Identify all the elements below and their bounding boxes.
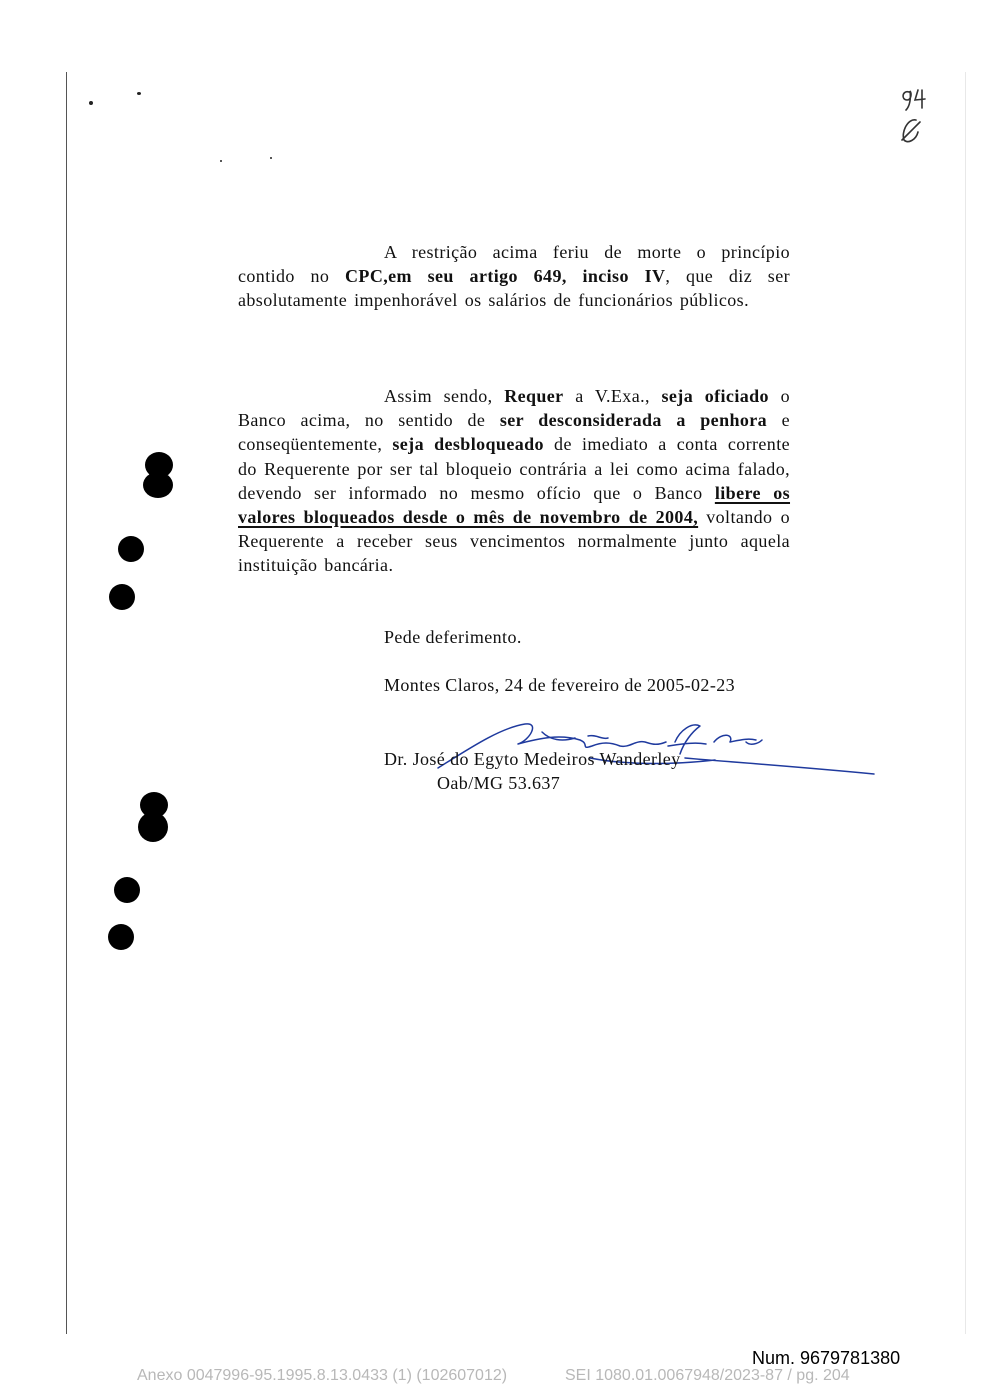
punch-hole xyxy=(108,924,134,950)
paragraph-bold-text: CPC,em seu artigo 649, inciso IV xyxy=(345,266,666,287)
scan-speck xyxy=(137,92,141,95)
scan-speck xyxy=(89,101,93,105)
paragraph-request xyxy=(238,384,790,578)
paragraph-text: Assim sendo, xyxy=(384,386,505,406)
paragraph-restriction xyxy=(238,240,790,313)
paragraph-text: , que diz ser absolutamente impenhorável os salários de funcionários públicos. xyxy=(238,266,791,311)
annex-reference: Anexo 0047996-95.1995.8.13.0433 (1) (102607012) xyxy=(137,1367,508,1384)
punch-hole xyxy=(118,536,144,562)
sheet-right-edge xyxy=(965,72,966,1334)
paragraph-text: de imediato a conta corrente do Requerente por ser tal bloqueio contrária a lei como acima falado, devendo ser informado no mesmo ofício que o Banco xyxy=(238,434,791,503)
paragraph-text: e conseqüentemente, xyxy=(238,410,790,455)
paragraph-bold-text: seja desbloqueado xyxy=(392,434,544,455)
signer-name: Dr. José do Egyto Medeiros Wanderley xyxy=(384,749,681,769)
paragraph-text: o Banco acima, no sentido de xyxy=(238,386,790,431)
sheet-left-edge xyxy=(66,72,67,1334)
punch-hole xyxy=(109,584,135,610)
document-number: Num. 9679781380 xyxy=(752,1348,901,1368)
sei-reference: SEI 1080.01.0067948/2023-87 / pg. 204 xyxy=(565,1367,850,1384)
paragraph-underlined-text: libere os valores bloqueados desde o mês de novembro de 2004, xyxy=(238,482,791,528)
punch-hole xyxy=(114,877,140,903)
closing-request: Pede deferimento. xyxy=(384,627,522,647)
paragraph-text: A restrição acima feriu de morte o princípio contido no xyxy=(238,242,790,287)
punch-hole xyxy=(143,472,173,498)
punch-hole xyxy=(138,812,168,842)
paragraph-text: voltando o Requerente a receber seus vencimentos normalmente junto aquela instituição bancária. xyxy=(238,507,790,576)
signer-oab: Oab/MG 53.637 xyxy=(437,773,561,793)
paragraph-bold-text: ser desconsiderada a penhora xyxy=(499,410,768,431)
paragraph-bold-text: Requer xyxy=(504,386,564,406)
scan-speck xyxy=(220,160,222,162)
place-date: Montes Claros, 24 de fevereiro de 2005-02-23 xyxy=(384,675,736,695)
paragraph-bold-text: seja oficiado xyxy=(661,386,769,406)
handwritten-page-number xyxy=(898,84,948,150)
scan-speck xyxy=(270,157,272,159)
paragraph-text: a V.Exa., xyxy=(563,386,662,406)
